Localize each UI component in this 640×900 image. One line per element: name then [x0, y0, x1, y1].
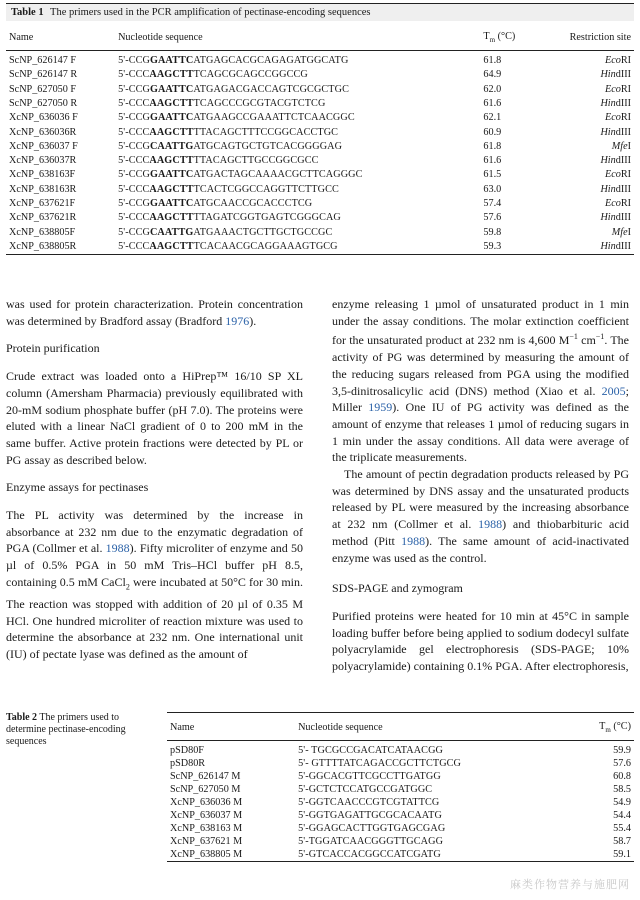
restriction-site — [536, 97, 634, 111]
seq-suffix: ATGCAGTGCTGTCACGGGGAG — [193, 140, 343, 152]
primer-sequence — [115, 68, 480, 82]
table1-caption — [6, 3, 634, 21]
tm-value: 61.8 — [483, 55, 502, 67]
table2-row — [167, 822, 634, 835]
primer-name: ScNP_627050 M — [170, 784, 241, 796]
primer-sequence: 5'-GGAGCACTTGGTGAGCGAG — [298, 823, 446, 835]
primer-name: XcNP_637621F — [9, 198, 76, 209]
assay-paragraph: The PL activity was determined by the increase in absorbance at 232 nm due to the enzymatic degradation of PGA (Collmer et al. 1988). Fifty microliter of enzyme and 50 µl of 0.5% PGA in 50 mM Tris–HCl buffer pH 8.5, containing 0.5 mM CaCl$_2$ were incubated at 50°C for 30 min. The reaction was stopped with addition of 20 µl of 0.35 M HCl. One hundred microliter of reaction mixture was used to determine the absorbance at 232 nm. One international unit (IU) of pectate lyase was defined as the amount of — [6, 508, 304, 662]
primer-name: pSD80F — [170, 745, 204, 757]
pg-activity-paragraph: enzyme releasing 1 µmol of unsaturated product in 1 min under the assay conditions. The molar extinction coefficient for the unsaturated product at 232 nm is 4,600 $M^{-1}$ $cm^{-1}$. The activity of PG was determined by measuring the amount of the reducing sugars released from PGA using the modified 3,5-dinitrosalicylic acid (DNS) method (Xiao et al. 2005; Miller 1959). One IU of PG activity was defined as the amount of enzyme that releases 1 µmol of reducing sugars in 1 min under the assay conditions. All data were average of the triplicate measurements. — [332, 297, 630, 465]
primer-name: XcNP_636036 M — [170, 797, 243, 809]
site-genus: Eco — [604, 83, 621, 95]
site-suffix: dIII — [615, 155, 631, 167]
restriction-site — [536, 226, 634, 240]
seq-suffix: TCAGCCCGCGTACGTCTCG — [193, 97, 326, 109]
table1-row — [6, 183, 634, 197]
seq-suffix: ATGAGACGACCAGTCGCGCTGC — [193, 83, 349, 95]
site-genus: Hin — [600, 126, 616, 138]
primer-name: XcNP_638163R — [9, 183, 77, 195]
table2-row — [167, 757, 634, 770]
right-column — [332, 296, 629, 675]
site-suffix: dIII — [615, 212, 631, 224]
primer-sequence — [115, 183, 480, 197]
table1-row — [6, 68, 634, 82]
table2-body — [167, 741, 634, 862]
table2-header-tm: $T_m$ (°C) — [572, 713, 634, 741]
primer-name: ScNP_626147 M — [170, 771, 241, 783]
table1-body — [6, 51, 634, 255]
citation-link[interactable]: 1959 — [368, 400, 393, 415]
intro-paragraph: was used for protein characterization. Protein concentration was determined by Bradford assay (Bradford 1976). — [6, 297, 303, 328]
seq-prefix: 5'-CCC — [118, 183, 150, 195]
restriction-site-bases: GAATTC — [149, 198, 194, 209]
primer-sequence — [115, 211, 480, 225]
table2-row — [167, 741, 634, 758]
restriction-site — [536, 154, 634, 168]
table1-header-row — [6, 28, 634, 51]
seq-prefix: 5'-CCG — [118, 198, 150, 209]
seq-suffix: TTAGATCGGTGAGTCGGGCAG — [193, 212, 341, 224]
site-genus: Mfe — [611, 140, 628, 152]
tm-value: 63.0 — [483, 183, 502, 195]
restriction-site-bases: GAATTC — [149, 83, 194, 95]
table2-label: Table 2 — [6, 712, 38, 723]
restriction-site-bases: AAGCTT — [149, 183, 194, 195]
seq-suffix: TTACAGCTTTCCGGCACCTGC — [193, 126, 339, 138]
site-genus: Eco — [604, 112, 621, 124]
tm-value: 58.7 — [613, 836, 631, 848]
table2-caption-text: The primers used to determine pectinase-encoding sequences — [6, 712, 126, 747]
seq-prefix: 5'-CCG — [118, 55, 150, 67]
primer-sequence — [115, 140, 480, 154]
primer-name: XcNP_636036 F — [9, 112, 78, 124]
seq-prefix: 5'-CCG — [118, 169, 150, 181]
primer-sequence — [115, 240, 480, 255]
tm-value: 59.8 — [483, 226, 502, 238]
site-genus: Eco — [604, 55, 621, 67]
seq-suffix: ATGAAACTGCTTGCTGCCGC — [193, 226, 333, 238]
table1-row — [6, 211, 634, 225]
tm-value: 59.3 — [480, 240, 535, 255]
tm-value: 64.9 — [483, 69, 502, 81]
primer-name: ScNP_626147 F — [9, 55, 77, 67]
primer-sequence — [115, 83, 480, 97]
seq-prefix: 5'-CCC — [118, 240, 150, 252]
site-suffix: dIII — [615, 240, 631, 252]
restriction-site — [536, 83, 634, 97]
seq-prefix: 5'-CCC — [118, 155, 150, 167]
section-heading-sds: SDS-PAGE and zymogram — [332, 581, 463, 596]
tm-value: 58.5 — [613, 784, 631, 796]
tm-value: 57.6 — [613, 758, 631, 770]
table1 — [6, 28, 634, 255]
site-genus: Hin — [600, 69, 616, 81]
table2-caption — [6, 712, 156, 748]
tm-value: 62.1 — [483, 112, 502, 124]
tm-value: 55.4 — [613, 823, 631, 835]
tm-value: 62.0 — [483, 83, 502, 95]
table2 — [167, 712, 634, 862]
section-heading-assays: Enzyme assays for pectinases — [6, 480, 149, 495]
section-heading-purification: Protein purification — [6, 341, 100, 356]
primer-name: ScNP_626147 R — [9, 69, 78, 81]
seq-suffix: TCAGCGCAGCCGGCCG — [193, 69, 308, 81]
tm-value: 60.8 — [613, 771, 631, 783]
table1-row — [6, 111, 634, 125]
citation-link[interactable]: 1988 — [478, 517, 503, 532]
tm-value: 61.6 — [483, 155, 502, 167]
site-suffix: RI — [620, 112, 631, 124]
tm-value: 61.6 — [483, 97, 502, 109]
primer-sequence: 5'-GTCACCACGGCCATCGATG — [295, 848, 572, 862]
table2-row — [167, 848, 634, 862]
table1-header-site: Restriction site — [536, 28, 634, 51]
primer-sequence: 5'- TGCGCCGACATCATAACGG — [298, 745, 443, 757]
primer-name: XcNP_636037R — [9, 155, 77, 167]
primer-sequence: 5'-GGCACGTTCGCCTTGATGG — [298, 771, 441, 783]
restriction-site — [536, 140, 634, 154]
table2-row — [167, 783, 634, 796]
citation-link[interactable]: 2005 — [601, 383, 626, 398]
seq-suffix: TCACAACGCAGGAAAGTGCG — [193, 240, 338, 252]
site-genus: Mfe — [611, 226, 628, 238]
primer-sequence — [115, 197, 480, 211]
table2-header-row — [167, 713, 634, 741]
degradation-paragraph: The amount of pectin degradation products released by PG was determined by DNS assay and the unsaturated products released by PL were measured by the increasing absorbance at 232 nm (Collmer et al. 1988) and thiobarbituric acid method (Pitt 1988). The same amount of acid-inactivated enzyme was used as the control. — [332, 467, 630, 565]
restriction-site-bases: AAGCTT — [149, 240, 194, 252]
site-suffix: RI — [620, 169, 631, 181]
restriction-site-bases: AAGCTT — [149, 69, 194, 81]
primer-name: ScNP_627050 F — [9, 83, 77, 95]
table2-row — [167, 835, 634, 848]
site-suffix: I — [627, 226, 631, 238]
site-suffix: I — [627, 140, 631, 152]
seq-prefix: 5'-CCG — [118, 140, 150, 152]
left-column — [6, 296, 303, 663]
table2-row — [167, 796, 634, 809]
table1-row — [6, 240, 634, 255]
primer-sequence: 5'-TGGATCAACGGGTTGCAGG — [298, 836, 444, 848]
seq-suffix: ATGCAACCGCACCCTCG — [193, 198, 313, 209]
site-genus: Hin — [600, 155, 616, 167]
table1-row — [6, 197, 634, 211]
restriction-site — [536, 183, 634, 197]
seq-suffix: ATGACTAGCAAAACGCTTCAGGGC — [193, 169, 363, 181]
citation-link[interactable]: 1988 — [105, 541, 130, 556]
tm-value: 61.8 — [483, 140, 502, 152]
primer-sequence: 5'-GGTGAGATTGCGCACAATG — [298, 810, 442, 822]
tm-value: 59.1 — [572, 848, 634, 862]
primer-sequence: 5'-GGTCAACCCGTCGTATTCG — [298, 797, 440, 809]
seq-suffix: ATGAAGCCGAAATTCTCAACGGC — [193, 112, 355, 124]
table2-row — [167, 770, 634, 783]
seq-prefix: 5'-CCG — [118, 226, 150, 238]
site-suffix: dIII — [615, 97, 631, 109]
primer-sequence — [115, 226, 480, 240]
purification-paragraph: Crude extract was loaded onto a HiPrep™ 16/10 SP XL column (Amersham Pharmacia) previously equilibrated with 20-mM sodium phosphate buffer (pH 7.0). The proteins were eluted with a linear NaCl gradient of 0 to 200 mM in the same buffer. Active protein fractions were detected by PL or PG assay as described below. — [6, 369, 303, 467]
seq-prefix: 5'-CCC — [118, 97, 150, 109]
primer-name: XcNP_638805F — [9, 226, 76, 238]
restriction-site — [536, 197, 634, 211]
site-suffix: RI — [620, 55, 631, 67]
primer-name: XcNP_638163 M — [170, 823, 243, 835]
site-genus: Hin — [600, 183, 616, 195]
table1-row — [6, 83, 634, 97]
table1-header-name: Name — [6, 28, 115, 51]
site-suffix: RI — [620, 198, 631, 209]
primer-sequence — [115, 111, 480, 125]
primer-name: ScNP_627050 R — [9, 97, 78, 109]
seq-suffix: TCACTCGGCCAGGTTCTTGCC — [193, 183, 339, 195]
seq-prefix: 5'-CCC — [118, 212, 150, 224]
site-suffix: RI — [620, 83, 631, 95]
table1-row — [6, 126, 634, 140]
primer-name: XcNP_636037 F — [9, 140, 78, 152]
primer-sequence — [115, 97, 480, 111]
restriction-site — [536, 111, 634, 125]
tm-value: 61.5 — [483, 169, 502, 181]
table1-row — [6, 97, 634, 111]
table1-row — [6, 51, 634, 69]
table1-caption-text: The primers used in the PCR amplification of pectinase-encoding sequences — [50, 7, 371, 18]
restriction-site-bases: GAATTC — [149, 169, 194, 181]
restriction-site-bases: AAGCTT — [149, 155, 194, 167]
tm-value: 54.9 — [613, 797, 631, 809]
primer-name: XcNP_638805 M — [167, 848, 295, 862]
table2-header-name: Name — [167, 713, 295, 741]
tm-value: 54.4 — [613, 810, 631, 822]
primer-name: XcNP_636037 M — [170, 810, 243, 822]
restriction-site-bases: AAGCTT — [149, 97, 194, 109]
restriction-site-bases: GAATTC — [149, 55, 194, 67]
table1-row — [6, 168, 634, 182]
seq-prefix: 5'-CCC — [118, 126, 150, 138]
table1-row — [6, 154, 634, 168]
seq-prefix: 5'-CCG — [118, 112, 150, 124]
seq-suffix: TTACAGCTTGCCGGCGCC — [193, 155, 319, 167]
tm-value: 57.4 — [483, 198, 502, 209]
site-genus: Hin — [600, 212, 616, 224]
primer-name: pSD80R — [170, 758, 206, 770]
site-genus: Hin — [600, 240, 616, 252]
restriction-site-bases: CAATTG — [149, 226, 194, 238]
primer-name: XcNP_638805R — [6, 240, 115, 255]
table1-row — [6, 226, 634, 240]
primer-sequence — [115, 51, 480, 69]
restriction-site — [536, 68, 634, 82]
table1-label: Table 1 — [11, 7, 44, 18]
primer-sequence — [115, 168, 480, 182]
restriction-site-bases: AAGCTT — [149, 212, 194, 224]
table1-header-seq: Nucleotide sequence — [115, 28, 480, 51]
restriction-site-bases: CAATTG — [149, 140, 194, 152]
restriction-site — [536, 126, 634, 140]
restriction-site-bases: GAATTC — [149, 112, 194, 124]
primer-name: XcNP_638163F — [9, 169, 76, 181]
primer-name: XcNP_637621R — [9, 212, 77, 224]
restriction-site — [536, 51, 634, 69]
site-genus: Eco — [604, 169, 621, 181]
citation-link[interactable]: 1976 — [225, 313, 250, 328]
table1-row — [6, 140, 634, 154]
site-suffix: dIII — [615, 69, 631, 81]
tm-value: 57.6 — [483, 212, 502, 224]
site-suffix: dIII — [615, 126, 631, 138]
primer-name: XcNP_637621 M — [170, 836, 243, 848]
primer-name: XcNP_636036R — [9, 126, 77, 138]
restriction-site — [536, 168, 634, 182]
primer-sequence: 5'-GCTCTCCATGCCGATGGC — [298, 784, 433, 796]
seq-prefix: 5'-CCG — [118, 83, 150, 95]
site-suffix: dIII — [615, 183, 631, 195]
sds-paragraph: Purified proteins were heated for 10 min at 45°C in sample loading buffer before being applied to sodium dodecyl sulfate polyacrylamide gel electrophoresis (SDS-PAGE; 10% polyacrylamide) containing 0.1% PGA. After electrophoresis, — [332, 608, 629, 674]
site-genus: Hin — [600, 97, 616, 109]
primer-sequence — [115, 154, 480, 168]
citation-link[interactable]: 1988 — [401, 533, 426, 548]
seq-prefix: 5'-CCC — [118, 69, 150, 81]
restriction-site-bases: AAGCTT — [149, 126, 194, 138]
table2-header-seq: Nucleotide sequence — [295, 713, 572, 741]
primer-sequence — [115, 126, 480, 140]
primer-sequence: 5'- GTTTTATCAGACCGCTTCTGCG — [298, 758, 462, 770]
seq-suffix: ATGAGCACGCAGAGATGGCATG — [193, 55, 349, 67]
site-genus: Eco — [604, 198, 621, 209]
restriction-site — [536, 240, 634, 255]
table1-header-tm: $T_m$ (°C) — [480, 28, 535, 51]
watermark: 麻类作物营养与施肥网 — [510, 878, 630, 891]
table2-row — [167, 809, 634, 822]
tm-value: 59.9 — [613, 745, 631, 757]
restriction-site — [536, 211, 634, 225]
tm-value: 60.9 — [483, 126, 502, 138]
